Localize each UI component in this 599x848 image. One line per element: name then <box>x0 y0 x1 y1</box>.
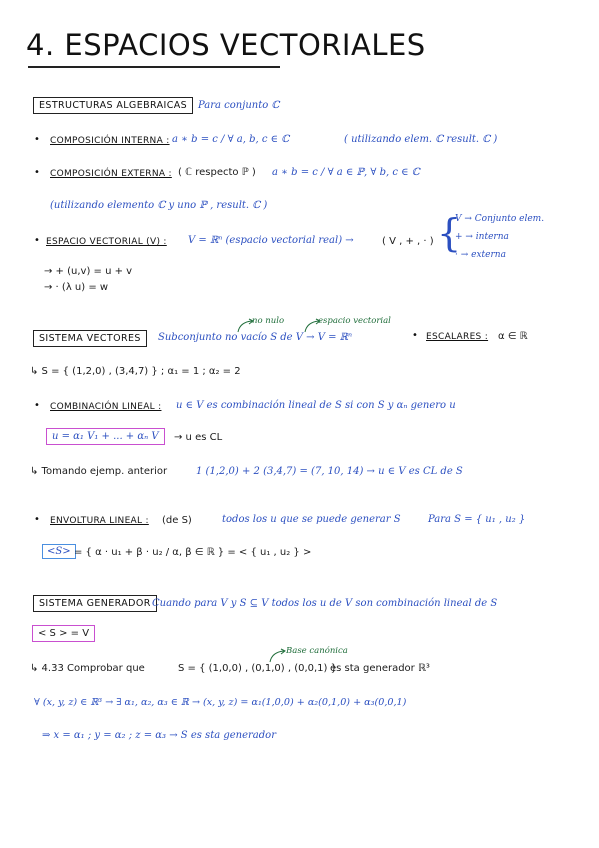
note-no-nulo: no nulo <box>252 316 285 326</box>
vectores-example: ↳ S = { (1,2,0) , (3,4,7) } ; α₁ = 1 ; α₂ = 2 <box>30 366 241 377</box>
generador-desc: Cuando para V y S ⊆ V todos los u de V son combinación lineal de S <box>152 598 498 609</box>
section-header-sistema-generador: SISTEMA GENERADOR <box>33 595 157 612</box>
espacio-formula: V = ℝⁿ (espacio vectorial real) → <box>188 235 354 246</box>
generador-line-3: ⇒ x = α₁ ; y = α₂ ; z = α₃ → S es sta generador <box>42 730 276 741</box>
tomando-label: ↳ Tomando ejemp. anterior <box>30 466 168 477</box>
op-line-1: → + (u,v) = u + v <box>44 266 133 277</box>
comp-interna-formula: a ∗ b = c / ∀ a, b, c ∈ ℂ <box>172 134 290 145</box>
title-underline <box>28 66 280 68</box>
comp-externa-formula: a ∗ b = c / ∀ a ∈ ℙ, ∀ b, c ∈ ℂ <box>272 167 420 178</box>
estructuras-note: Para conjunto ℂ <box>198 100 280 111</box>
comp-interna-label: COMPOSICIÓN INTERNA : <box>50 136 170 146</box>
envoltura-lineal-label: ENVOLTURA LINEAL : <box>50 516 149 526</box>
comp-interna-note: ( utilizando elem. ℂ result. ℂ ) <box>344 134 498 145</box>
exercise-end: es sta generador ℝ³ <box>330 663 430 674</box>
op-line-2: → · (λ u) = w <box>44 282 109 293</box>
sistema-vectores-desc: Subconjunto no vacío S de V → V = ℝⁿ <box>158 332 353 343</box>
envoltura-paren: (de S) <box>162 515 192 526</box>
escalares-label: ESCALARES : <box>426 332 489 342</box>
section-header-estructuras: ESTRUCTURAS ALGEBRAICAS <box>33 97 193 114</box>
brace-item-2: + → interna <box>455 232 509 242</box>
bullet-dot: • <box>34 167 40 178</box>
brace-item-1: V → Conjunto elem. <box>455 214 545 224</box>
cl-formula-box: u = α₁ V₁ + ... + αₙ V <box>46 428 165 445</box>
espacio-tuple: ( V , + , · ) <box>382 236 434 247</box>
envoltura-text: todos los u que se puede generar S <box>222 514 401 525</box>
comp-externa-paren: ( ℂ respecto ℙ ) <box>178 167 256 178</box>
tomando-formula: 1 (1,2,0) + 2 (3,4,7) = (7, 10, 14) → u ∈ V es CL de S <box>196 466 463 477</box>
curved-arrow-icon <box>268 648 288 664</box>
exercise-set: S = { (1,0,0) , (0,1,0) , (0,0,1) } <box>178 663 337 674</box>
envoltura-span-box: <S> <box>42 544 76 559</box>
bullet-dot: • <box>412 330 418 341</box>
bullet-dot: • <box>34 134 40 145</box>
envoltura-para: Para S = { u₁ , u₂ } <box>428 514 526 525</box>
base-canonica-note: Base canónica <box>286 646 348 656</box>
generador-line-2: ∀ (x, y, z) ∈ ℝ³ → ∃ α₁, α₂, α₃ ∈ ℝ → (x, y, z) = α₁(1,0,0) + α₂(0,1,0) + α₃(0,0,1) <box>34 697 407 708</box>
curly-brace-icon: { <box>437 211 462 255</box>
comp-externa-note: (utilizando elemento ℂ y uno ℙ , result. ℂ ) <box>50 200 268 211</box>
espacio-vectorial-label: ESPACIO VECTORIAL (V) : <box>46 237 167 247</box>
envoltura-formula: = { α · u₁ + β · u₂ / α, β ∈ ℝ } = < { u₁ , u₂ } > <box>74 547 312 558</box>
escalares-value: α ∈ ℝ <box>498 331 528 342</box>
bullet-dot: • <box>34 235 40 246</box>
section-header-sistema-vectores: SISTEMA VECTORES <box>33 330 147 347</box>
generador-box: < S > = V <box>32 625 95 642</box>
brace-item-3: · → externa <box>455 250 506 260</box>
page-title: 4. ESPACIOS VECTORIALES <box>26 28 426 62</box>
note-espacio-vectorial: espacio vectorial <box>318 316 391 326</box>
combinacion-lineal-label: COMBINACIÓN LINEAL : <box>50 402 162 412</box>
bullet-dot: • <box>34 400 40 411</box>
combinacion-text: u ∈ V es combinación lineal de S si con S y αₙ genero u <box>176 400 456 411</box>
cl-formula-after: → u es CL <box>174 432 223 443</box>
exercise-label: ↳ 4.33 Comprobar que <box>30 663 145 674</box>
bullet-dot: • <box>34 514 40 525</box>
comp-externa-label: COMPOSICIÓN EXTERNA : <box>50 169 172 179</box>
